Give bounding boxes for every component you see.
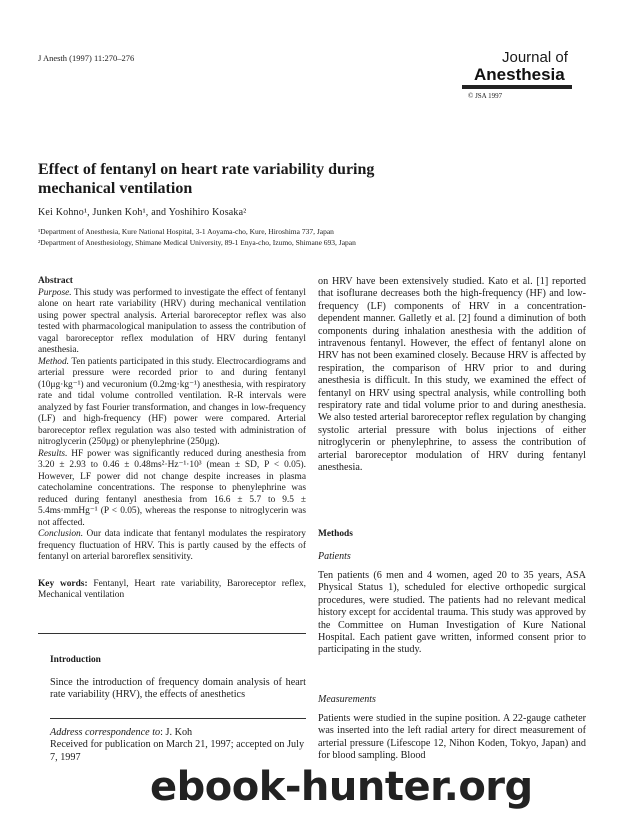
- abstract-method: [38, 357, 306, 449]
- abstract-conclusion: [38, 529, 306, 564]
- abstract-purpose: [38, 288, 306, 357]
- measurements-heading: Measurements: [318, 694, 376, 705]
- keywords-text: Fentanyl, Heart rate variability, Baroreceptor reflex, Mechanical ventilation: [38, 578, 306, 600]
- journal-copyright: © JSA 1997: [468, 92, 503, 100]
- purpose-label: Purpose.: [38, 287, 72, 298]
- method-text: Ten patients participated in this study. Electrocardiograms and arterial pressure were recorded prior to and during fentanyl (10μg·kg⁻¹) and vecuronium (0.2mg·kg⁻¹) anesthesia, with respiratory rate and tidal volume controlled ventilation. R-R intervals were analyzed by fast Fourier transformation, and changes in low-frequency (LF) and high-frequency (HF) power were compared. Arterial baroreceptor reflex regulation was also tested with administration of nitroglycerin (250μg) or phenylephrine (250μg).: [38, 356, 306, 447]
- affiliation-2: ²Department of Anesthesiology, Shimane Medical University, 89-1 Enya-cho, Izumo, Shimane 693, Japan: [38, 238, 356, 247]
- watermark: ebook-hunter.org: [150, 764, 533, 810]
- measurements-text: Patients were studied in the supine position. A 22-gauge catheter was inserted into the left radial artery for direct measurement of arterial pressure (Lifescope 12, Nihon Koden, Tokyo, Japan) and for blood sampling. Blood: [318, 713, 586, 762]
- correspondence-divider: [50, 718, 306, 719]
- keywords-label: Key words:: [38, 578, 88, 589]
- abstract-heading: Abstract: [38, 276, 73, 286]
- correspondence-block: [50, 727, 310, 764]
- correspondence-line: [50, 727, 310, 739]
- results-text: HF power was significantly reduced during anesthesia from 3.20 ± 2.93 to 0.46 ± 0.48ms²·Hz⁻¹·10³ (mean ± SD, P < 0.05). However, LF power did not change despite increases in plasma catecholamine concentrations. The response to phenylephrine was reduced during fentanyl anesthesia from 16.6 ± 5.7 to 9.5 ± 5.4ms·mmHg⁻¹ (P < 0.05), whereas the response to nitroglycerin was not affected.: [38, 448, 306, 528]
- methods-heading: Methods: [318, 529, 353, 539]
- title-line-1: Effect of fentanyl on heart rate variability during: [38, 161, 375, 178]
- introduction-text: Since the introduction of frequency domain analysis of heart rate variability (HRV), the effects of anesthetics: [50, 677, 306, 701]
- affiliation-1: ¹Department of Anesthesia, Kure National Hospital, 3-1 Aoyama-cho, Kure, Hiroshima 737, Japan: [38, 227, 334, 236]
- intro-continued: on HRV have been extensively studied. Kato et al. [1] reported that isoflurane decreases both the high-frequency (HF) and low-frequency (LF) components of HRV in a concentration-dependent manner. Galletly et al. [2] found a diminution of both components during inhalation anesthesia with the addition of intravenous fentanyl. However, the effect of fentanyl alone on HRV has not been examined closely. Because HRV is affected by respiration, the comparison of HRV prior to and during anesthesia is difficult. In this study, we examined the effect of fentanyl on HRV using spectral analysis, while controlling both respiratory rate and tidal volume prior to and during anesthesia. We also tested arterial baroreceptor reflex regulation by changing systolic arterial pressure with bolus injections of either nitroglycerin or phenylephrine, to assess the contribution of arterial baroreceptor modulation of HRV during fentanyl anesthesia.: [318, 276, 586, 474]
- journal-logo: [462, 50, 572, 100]
- authors: Kei Kohno¹, Junken Koh¹, and Yoshihiro Kosaka²: [38, 207, 247, 218]
- keywords: [38, 579, 306, 602]
- results-label: Results.: [38, 448, 68, 459]
- abstract-results: [38, 449, 306, 530]
- title-line-2: mechanical ventilation: [38, 180, 193, 197]
- article-title: [38, 160, 498, 198]
- patients-heading: Patients: [318, 551, 351, 562]
- introduction-heading: Introduction: [50, 655, 101, 665]
- conclusion-text: Our data indicate that fentanyl modulates the respiratory frequency fluctuation of HRV. This is partly caused by the effects of fentanyl on arterial baroreflex sensitivity.: [38, 529, 306, 562]
- patients-text: Ten patients (6 men and 4 women, aged 20 to 35 years, ASA Physical Status 1), scheduled for elective orthopedic surgical procedures, were studied. The patients had no relevant medical history except for accidental trauma. This study was approved by the Committee on Human Investigation of Kure National Hospital. Each patient gave written, informed consent prior to participating in the study.: [318, 570, 586, 656]
- conclusion-label: Conclusion.: [38, 529, 84, 539]
- purpose-text: This study was performed to investigate the effect of fentanyl alone on heart rate variability (HRV) during mechanical ventilation using power spectral analysis. Arterial baroreceptor reflex was also tested with pharmacological manipulation to assess the contribution of vagal baroreceptor reflex modulation of HRV during fentanyl anesthesia.: [38, 287, 306, 355]
- correspondence-label: Address correspondence to: [50, 727, 161, 738]
- journal-citation: J Anesth (1997) 11:270–276: [38, 53, 135, 63]
- received-line: Received for publication on March 21, 1997; accepted on July 7, 1997: [50, 739, 305, 763]
- journal-name-line2: Anesthesia: [474, 65, 565, 84]
- journal-name-line1: Journal of: [502, 49, 568, 66]
- correspondence-name: : J. Koh: [160, 727, 193, 738]
- journal-rule: [462, 85, 572, 89]
- abstract-block: [38, 276, 306, 602]
- abstract-divider: [38, 633, 306, 634]
- method-label: Method.: [38, 356, 69, 367]
